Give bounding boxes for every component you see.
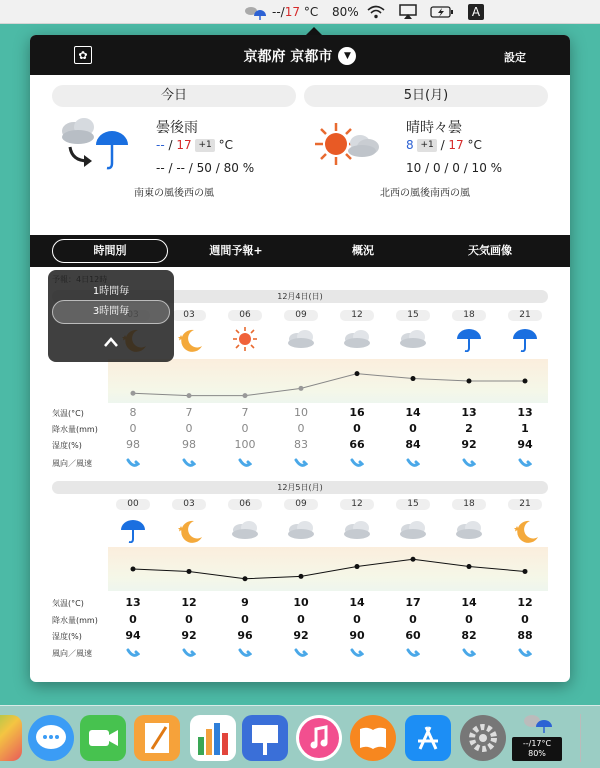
humidity-value: 96 bbox=[237, 629, 253, 642]
temperature-value: 17 bbox=[405, 596, 421, 609]
cloud-icon bbox=[452, 517, 486, 543]
wind-direction-icon bbox=[350, 458, 364, 468]
temperature-value: 14 bbox=[349, 596, 365, 609]
precipitation-value: 0 bbox=[521, 613, 529, 626]
humidity-value: 92 bbox=[181, 629, 197, 642]
hour-label: 06 bbox=[228, 310, 262, 321]
battery-icon[interactable] bbox=[430, 4, 454, 20]
humidity-value: 66 bbox=[349, 438, 365, 451]
humidity-value: 98 bbox=[126, 438, 140, 451]
tab-hourly[interactable]: 時間別 bbox=[52, 239, 168, 263]
row-label-precip: 降水量(mm) bbox=[52, 425, 98, 434]
dock-app-system-preferences[interactable] bbox=[460, 715, 506, 761]
menubar-battery-percent[interactable]: 80% bbox=[332, 5, 359, 19]
moon-icon bbox=[172, 326, 206, 352]
wind-direction-icon bbox=[518, 458, 532, 468]
menu-bar bbox=[0, 0, 600, 24]
cloud-icon bbox=[284, 326, 318, 352]
hour-label: 21 bbox=[508, 310, 542, 321]
precipitation-value: 0 bbox=[129, 613, 137, 626]
sun-icon bbox=[228, 326, 262, 352]
location-name: 京都府 京都市 bbox=[243, 49, 333, 65]
date-bar: 12月5日(月) bbox=[52, 481, 548, 494]
temperature-series-line bbox=[133, 374, 525, 396]
precipitation-value: 0 bbox=[241, 613, 249, 626]
dock-app-facetime[interactable] bbox=[80, 715, 126, 761]
temperature-value: 16 bbox=[349, 406, 365, 419]
row-label-humidity: 湿度(%) bbox=[52, 632, 82, 641]
today-condition: 曇後雨 bbox=[156, 120, 198, 136]
settings-button[interactable]: 設定 bbox=[504, 51, 526, 64]
moon-icon bbox=[172, 517, 206, 543]
row-label-wind: 風向／風速 bbox=[52, 649, 92, 658]
precipitation-value: 0 bbox=[185, 422, 193, 435]
row-label-temp: 気温(°C) bbox=[52, 409, 84, 418]
humidity-value: 92 bbox=[293, 629, 309, 642]
precipitation-value: 0 bbox=[409, 422, 417, 435]
temperature-point bbox=[243, 393, 248, 398]
tomorrow-label: 5日(月) bbox=[304, 85, 548, 107]
cloud-icon bbox=[284, 517, 318, 543]
temperature-point bbox=[243, 576, 248, 581]
precipitation-value: 0 bbox=[185, 613, 193, 626]
tab-weekly[interactable]: 週間予報+ bbox=[209, 244, 263, 257]
umbrella-icon bbox=[452, 326, 486, 352]
messages-icon bbox=[28, 715, 74, 761]
dock-app-messages[interactable] bbox=[28, 715, 74, 761]
gear-icon bbox=[460, 715, 506, 761]
dock-app-weather-widget[interactable] bbox=[512, 711, 562, 765]
dock-app-app-store[interactable] bbox=[405, 715, 451, 761]
temperature-point bbox=[411, 376, 416, 381]
dock-app-ibooks[interactable] bbox=[350, 715, 396, 761]
precipitation-value: 0 bbox=[353, 613, 361, 626]
temperature-line-chart bbox=[108, 547, 548, 591]
hour-label: 15 bbox=[396, 499, 430, 510]
menubar-temperature[interactable]: --/17 °C bbox=[272, 5, 319, 19]
wind-direction-icon bbox=[182, 458, 196, 468]
cloud-icon bbox=[340, 326, 374, 352]
input-source-indicator[interactable]: A bbox=[468, 4, 484, 20]
tomorrow-wind: 北西の風後南西の風 bbox=[380, 188, 470, 199]
temperature-point bbox=[299, 386, 304, 391]
today-temp-diff-badge: +1 bbox=[195, 139, 214, 152]
tomorrow-condition: 晴時々曇 bbox=[406, 120, 462, 136]
hour-label: 21 bbox=[508, 499, 542, 510]
row-label-temp: 気温(°C) bbox=[52, 599, 84, 608]
moon-icon bbox=[508, 517, 542, 543]
temperature-point bbox=[523, 569, 528, 574]
dock bbox=[0, 705, 600, 768]
wind-direction-icon bbox=[406, 458, 420, 468]
humidity-value: 83 bbox=[294, 438, 308, 451]
humidity-value: 60 bbox=[405, 629, 421, 642]
wind-direction-icon bbox=[126, 648, 140, 658]
wind-direction-icon bbox=[238, 458, 252, 468]
humidity-value: 92 bbox=[461, 438, 477, 451]
temperature-point bbox=[131, 567, 136, 572]
temperature-point bbox=[411, 557, 416, 562]
temperature-point bbox=[187, 393, 192, 398]
hour-label: 18 bbox=[452, 499, 486, 510]
wind-direction-icon bbox=[518, 648, 532, 658]
temperature-value: 14 bbox=[405, 406, 421, 419]
hour-label: 12 bbox=[340, 310, 374, 321]
temperature-point bbox=[187, 569, 192, 574]
temperature-point bbox=[299, 574, 304, 579]
dock-app-photos[interactable] bbox=[0, 715, 22, 761]
wind-direction-icon bbox=[462, 648, 476, 658]
temperature-value: 13 bbox=[517, 406, 533, 419]
hour-label: 03 bbox=[172, 499, 206, 510]
umbrella-icon bbox=[116, 517, 150, 543]
row-label-humidity: 湿度(%) bbox=[52, 441, 82, 450]
temperature-point bbox=[131, 391, 136, 396]
hour-label: 09 bbox=[284, 310, 318, 321]
hour-label: 18 bbox=[452, 310, 486, 321]
wind-direction-icon bbox=[294, 648, 308, 658]
temperature-value: 12 bbox=[517, 596, 533, 609]
popover-header bbox=[30, 35, 570, 75]
video-camera-icon bbox=[80, 715, 126, 761]
music-note-icon bbox=[296, 715, 342, 761]
temperature-point bbox=[467, 564, 472, 569]
weather-widget-readout bbox=[512, 737, 562, 761]
temperature-value: 9 bbox=[241, 596, 249, 609]
humidity-value: 100 bbox=[234, 438, 256, 451]
cloud-icon bbox=[396, 326, 430, 352]
interval-option-1h[interactable]: 1時間毎 bbox=[92, 286, 130, 297]
humidity-value: 94 bbox=[125, 629, 141, 642]
cloud-icon bbox=[396, 517, 430, 543]
cloud-icon bbox=[228, 517, 262, 543]
precipitation-value: 0 bbox=[409, 613, 417, 626]
keynote-icon bbox=[242, 715, 288, 761]
temperature-value: 8 bbox=[129, 406, 137, 419]
temperature-point bbox=[355, 564, 360, 569]
today-rain-chance: -- / -- / 50 / 80 % bbox=[156, 161, 255, 175]
wind-direction-icon bbox=[406, 648, 420, 658]
temperature-value: 7 bbox=[241, 406, 249, 419]
precipitation-value: 0 bbox=[353, 422, 361, 435]
wind-direction-icon bbox=[238, 648, 252, 658]
temperature-point bbox=[523, 379, 528, 384]
precipitation-value: 0 bbox=[129, 422, 137, 435]
temperature-value: 13 bbox=[125, 596, 141, 609]
precipitation-value: 1 bbox=[521, 422, 529, 435]
humidity-value: 90 bbox=[349, 629, 365, 642]
umbrella-icon bbox=[508, 326, 542, 352]
forecast-tab-bar bbox=[30, 235, 570, 267]
dock-app-itunes[interactable] bbox=[296, 715, 342, 761]
dock-app-keynote[interactable] bbox=[242, 715, 288, 761]
app-store-icon bbox=[405, 715, 451, 761]
humidity-value: 82 bbox=[461, 629, 477, 642]
tomorrow-temperature: 8 +1 / 17 °C bbox=[406, 138, 482, 152]
row-label-precip: 降水量(mm) bbox=[52, 616, 98, 625]
date-bar: 12月4日(日) bbox=[52, 290, 548, 303]
humidity-value: 88 bbox=[517, 629, 533, 642]
hour-label: 15 bbox=[396, 310, 430, 321]
temperature-value: 7 bbox=[185, 406, 193, 419]
hour-label: 09 bbox=[284, 499, 318, 510]
tab-weather-images[interactable]: 天気画像 bbox=[468, 244, 512, 257]
hour-label: 00 bbox=[116, 499, 150, 510]
wind-direction-icon bbox=[126, 458, 140, 468]
temperature-value: 13 bbox=[461, 406, 477, 419]
interval-menu bbox=[48, 270, 174, 362]
hour-label: 12 bbox=[340, 499, 374, 510]
precipitation-value: 0 bbox=[465, 613, 473, 626]
airplay-icon[interactable] bbox=[399, 4, 417, 20]
dock-separator bbox=[580, 714, 581, 762]
sunny-cloudy-icon bbox=[310, 117, 380, 173]
dock-app-numbers[interactable] bbox=[190, 715, 236, 761]
temperature-value: 10 bbox=[294, 406, 308, 419]
hour-label: 03 bbox=[172, 310, 206, 321]
tomorrow-rain-chance: 10 / 0 / 0 / 10 % bbox=[406, 161, 503, 175]
temperature-line-chart bbox=[108, 359, 548, 403]
book-icon bbox=[350, 715, 396, 761]
temperature-value: 14 bbox=[461, 596, 477, 609]
weather-dock-icon bbox=[512, 711, 562, 733]
weather-widget-battery: 80% bbox=[528, 749, 546, 758]
precipitation-value: 2 bbox=[465, 422, 473, 435]
chevron-up-icon[interactable] bbox=[103, 336, 119, 348]
today-label: 今日 bbox=[52, 85, 296, 107]
precipitation-value: 0 bbox=[241, 422, 249, 435]
cloud-icon bbox=[340, 517, 374, 543]
cloudy-then-rain-icon bbox=[58, 117, 128, 173]
weather-menubar-icon[interactable] bbox=[244, 4, 268, 20]
humidity-value: 84 bbox=[405, 438, 421, 451]
temperature-point bbox=[467, 379, 472, 384]
weather-widget-temp: --/17°C bbox=[522, 739, 552, 748]
dock-app-pages[interactable] bbox=[134, 715, 180, 761]
temperature-value: 10 bbox=[293, 596, 309, 609]
app-logo-icon[interactable]: ✿ bbox=[74, 46, 92, 64]
temperature-series-line bbox=[133, 559, 525, 579]
humidity-value: 94 bbox=[517, 438, 533, 451]
hour-label: 06 bbox=[228, 499, 262, 510]
tab-overview[interactable]: 概況 bbox=[352, 244, 374, 257]
chevron-down-icon[interactable]: ▼ bbox=[338, 47, 356, 65]
precipitation-value: 0 bbox=[297, 613, 305, 626]
today-temperature: -- / 17 +1 °C bbox=[156, 138, 233, 152]
pages-icon bbox=[134, 715, 180, 761]
weather-popover bbox=[30, 35, 570, 682]
precipitation-value: 0 bbox=[297, 422, 305, 435]
today-wind: 南東の風後西の風 bbox=[134, 188, 214, 199]
temperature-value: 12 bbox=[181, 596, 197, 609]
bar-chart-icon bbox=[190, 715, 236, 761]
interval-option-3h[interactable]: 3時間毎 bbox=[52, 300, 170, 324]
location-selector[interactable] bbox=[30, 46, 570, 66]
wifi-icon[interactable] bbox=[367, 4, 385, 20]
wind-direction-icon bbox=[462, 458, 476, 468]
humidity-value: 98 bbox=[182, 438, 196, 451]
temperature-point bbox=[355, 371, 360, 376]
wind-direction-icon bbox=[350, 648, 364, 658]
tomorrow-temp-diff-badge: +1 bbox=[417, 139, 436, 152]
wind-direction-icon bbox=[182, 648, 196, 658]
wind-direction-icon bbox=[294, 458, 308, 468]
row-label-wind: 風向／風速 bbox=[52, 459, 92, 468]
